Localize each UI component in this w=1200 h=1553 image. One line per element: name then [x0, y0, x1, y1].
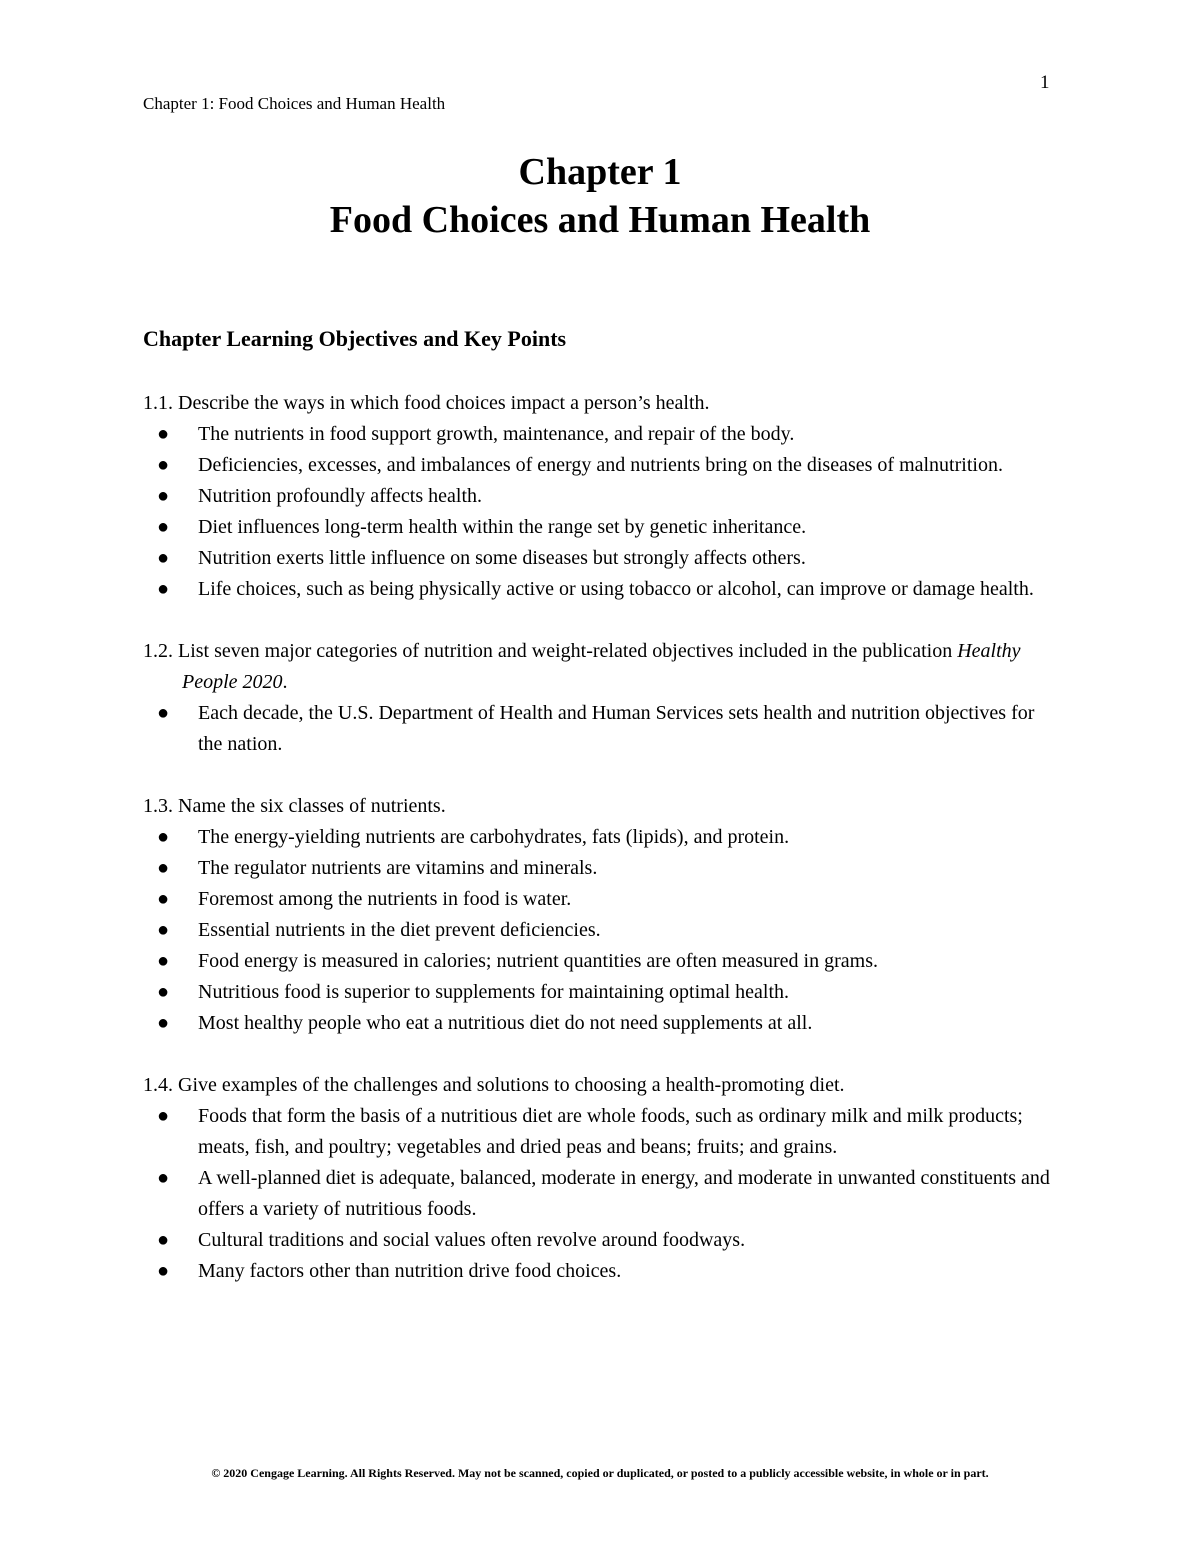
key-point-text: Life choices, such as being physically active or using tobacco or alcohol, can improve or damage health. [198, 578, 1034, 600]
bullet-icon: ● [157, 516, 170, 538]
key-point-text: Deficiencies, excesses, and imbalances of energy and nutrients bring on the diseases of malnutrition. [198, 454, 1003, 476]
objective-title [143, 791, 1063, 822]
key-points-list [143, 698, 1063, 760]
key-point [143, 884, 1063, 915]
publication-title: Healthy People 2020 [182, 640, 1021, 693]
bullet-icon: ● [157, 981, 170, 1003]
key-point [143, 1225, 1063, 1256]
key-points-list [143, 1101, 1063, 1287]
key-point [143, 543, 1063, 574]
bullet-icon: ● [157, 578, 170, 600]
key-point-text: Diet influences long-term health within the range set by genetic inheritance. [198, 516, 807, 538]
objective-title-text: 1.4. Give examples of the challenges and solutions to choosing a health-promoting diet. [143, 1074, 845, 1096]
page-number: 1 [1040, 72, 1050, 93]
learning-objective [143, 388, 1063, 605]
key-point [143, 977, 1063, 1008]
key-points-list [143, 822, 1063, 1039]
learning-objective [143, 791, 1063, 1039]
key-points-list [143, 419, 1063, 605]
key-point-text: The energy-yielding nutrients are carbohydrates, fats (lipids), and protein. [198, 826, 790, 848]
key-point-text: Nutritious food is superior to supplements for maintaining optimal health. [198, 981, 790, 1003]
bullet-icon: ● [157, 1229, 170, 1251]
key-point-text: Food energy is measured in calories; nutrient quantities are often measured in grams. [198, 950, 878, 972]
key-point [143, 450, 1063, 481]
key-point [143, 946, 1063, 977]
key-point [143, 1101, 1063, 1163]
key-point [143, 574, 1063, 605]
running-header: Chapter 1: Food Choices and Human Health [143, 94, 446, 113]
objectives-list [143, 388, 1063, 1318]
objective-title [143, 1070, 1063, 1101]
objective-title-text: 1.2. List seven major categories of nutrition and weight-related objectives included in the publication [143, 640, 958, 662]
key-point [143, 698, 1063, 760]
key-point-text: The nutrients in food support growth, maintenance, and repair of the body. [198, 423, 795, 445]
key-point-text: Each decade, the U.S. Department of Health and Human Services sets health and nutrition objectives for the nation. [198, 702, 1035, 755]
bullet-icon: ● [157, 1167, 170, 1189]
bullet-icon: ● [157, 1105, 170, 1127]
key-point-text: Nutrition exerts little influence on some diseases but strongly affects others. [198, 547, 806, 569]
objective-title-text: 1.3. Name the six classes of nutrients. [143, 795, 446, 817]
key-point [143, 1008, 1063, 1039]
learning-objective [143, 636, 1063, 760]
key-point [143, 481, 1063, 512]
key-point-text: Many factors other than nutrition drive food choices. [198, 1260, 622, 1282]
bullet-icon: ● [157, 702, 170, 724]
objective-title [143, 388, 1063, 419]
bullet-icon: ● [157, 857, 170, 879]
key-point-text: The regulator nutrients are vitamins and minerals. [198, 857, 598, 879]
learning-objective [143, 1070, 1063, 1287]
key-point [143, 853, 1063, 884]
bullet-icon: ● [157, 1260, 170, 1282]
chapter-title [0, 148, 1200, 244]
chapter-name: Food Choices and Human Health [329, 199, 871, 241]
bullet-icon: ● [157, 826, 170, 848]
chapter-number: Chapter 1 [518, 151, 682, 193]
key-point [143, 1256, 1063, 1287]
key-point-text: Essential nutrients in the diet prevent deficiencies. [198, 919, 601, 941]
objective-title-text: 1.1. Describe the ways in which food choices impact a person’s health. [143, 392, 710, 414]
copyright-footer: © 2020 Cengage Learning. All Rights Reserved. May not be scanned, copied or duplicated, or posted to a publicly accessible website, in whole or in part. [211, 1466, 989, 1480]
key-point-text: Most healthy people who eat a nutritious diet do not need supplements at all. [198, 1012, 813, 1034]
bullet-icon: ● [157, 888, 170, 910]
bullet-icon: ● [157, 1012, 170, 1034]
key-point-text: Foremost among the nutrients in food is water. [198, 888, 572, 910]
key-point [143, 1163, 1063, 1225]
key-point-text: Cultural traditions and social values often revolve around foodways. [198, 1229, 746, 1251]
bullet-icon: ● [157, 919, 170, 941]
key-point [143, 822, 1063, 853]
key-point [143, 512, 1063, 543]
key-point [143, 915, 1063, 946]
objective-title [143, 636, 1063, 698]
objective-title-suffix: . [282, 671, 288, 693]
key-point-text: Nutrition profoundly affects health. [198, 485, 483, 507]
key-point-text: Foods that form the basis of a nutritious diet are whole foods, such as ordinary milk and milk products; meats, fish, and poultry; vegetables and dried peas and beans; fruits; and grains. [198, 1105, 1023, 1158]
key-point-text: A well-planned diet is adequate, balanced, moderate in energy, and moderate in unwanted constituents and offers a variety of nutritious foods. [198, 1167, 1050, 1220]
section-heading: Chapter Learning Objectives and Key Points [143, 326, 567, 351]
bullet-icon: ● [157, 423, 170, 445]
bullet-icon: ● [157, 454, 170, 476]
key-point [143, 419, 1063, 450]
bullet-icon: ● [157, 950, 170, 972]
bullet-icon: ● [157, 547, 170, 569]
bullet-icon: ● [157, 485, 170, 507]
